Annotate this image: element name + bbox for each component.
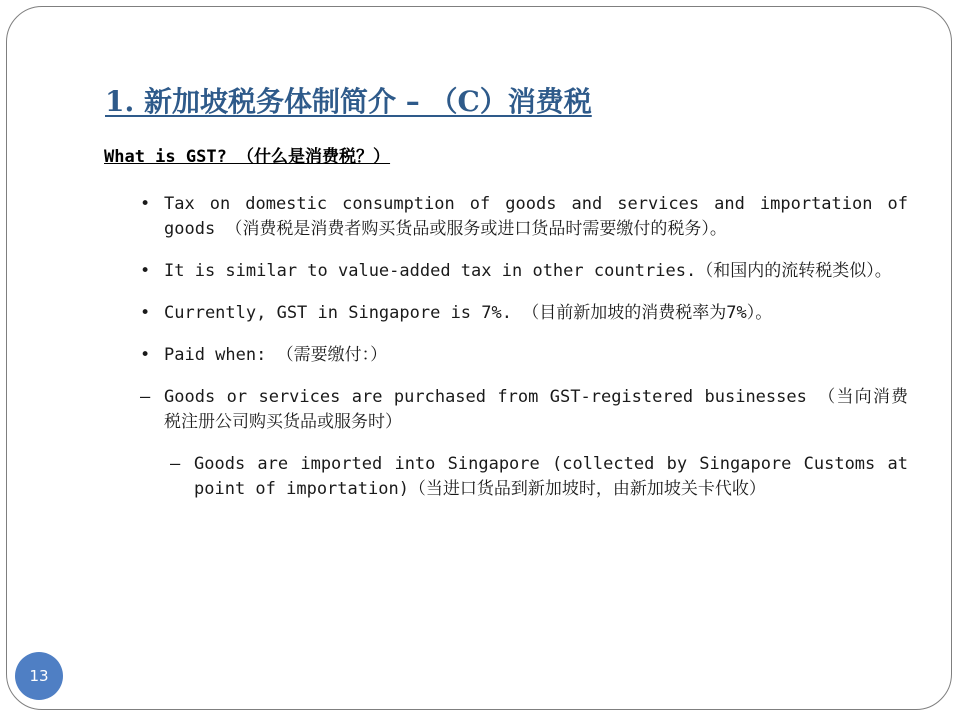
bullet-text: Goods or services are purchased from GST-registered businesses （当向消费税注册公司购买货品或服务时）: [164, 387, 908, 432]
bullet-text: Paid when: （需要缴付：）: [164, 345, 388, 365]
bullet-text: Tax on domestic consumption of goods and services and importation of goods （消费税是消费者购买货品或服务或进口货品时需要缴付的税务）。: [164, 194, 908, 239]
page-number-badge: 13: [15, 652, 63, 700]
bullet-list: [140, 192, 908, 519]
bullet-item-gst-rate: [140, 301, 908, 326]
bullet-marker: •: [140, 345, 151, 365]
bullet-text: Goods are imported into Singapore (collected by Singapore Customs at point of importation)（当进口货品到新加坡时，由新加坡关卡代收）: [194, 454, 908, 499]
bullet-marker: •: [140, 261, 151, 281]
bullet-item-paid-when: [140, 343, 908, 368]
slide-subtitle: What is GST? （什么是消费税？）: [104, 147, 391, 167]
bullet-text: Currently, GST in Singapore is 7%. （目前新加坡的消费税率为7%）。: [164, 303, 773, 323]
sub-item-import: [170, 452, 908, 502]
bullet-item-tax-definition: [140, 192, 908, 242]
bullet-marker: •: [140, 194, 151, 214]
bullet-item-vat-similarity: [140, 259, 908, 284]
dash-marker: –: [140, 387, 151, 407]
dash-marker: –: [170, 454, 181, 474]
bullet-text: It is similar to value-added tax in other countries.（和国内的流转税类似）。: [164, 261, 892, 281]
slide-title: 1. 新加坡税务体制简介 – （C）消费税: [105, 85, 592, 118]
bullet-marker: •: [140, 303, 151, 323]
sub-item-purchase: [140, 385, 908, 435]
